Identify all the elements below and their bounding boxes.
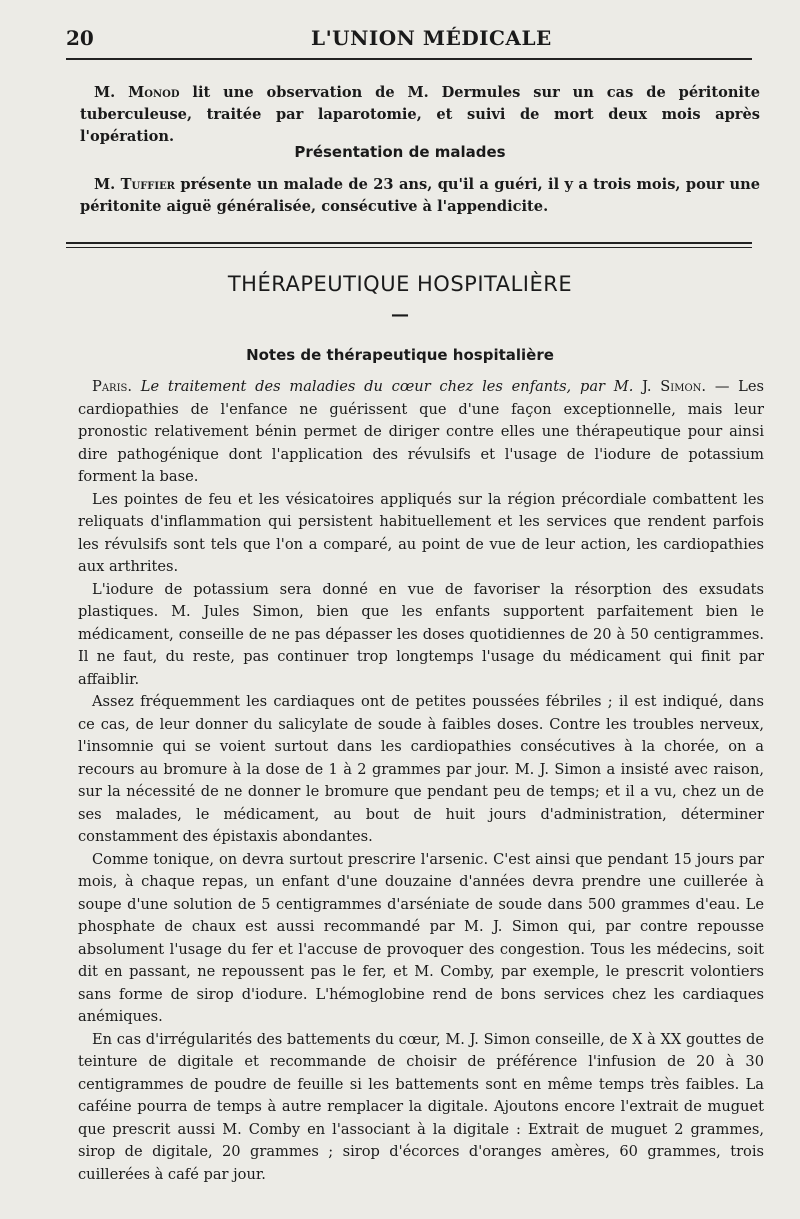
article-author: J. Simon. <box>642 378 707 395</box>
paragraph: Les pointes de feu et les vésicatoires appliqués sur la région précordiale combattent les reliquats d'inflammation qui persistent habituellement et les services que rendent parfois les révulsifs sont tels que l'on a comparé, au point de vue de leur action, les cardiopathies aux arthrites. <box>78 490 764 575</box>
monod-paragraph <box>80 82 760 148</box>
page-number: 20 <box>66 26 94 50</box>
article-body <box>78 376 764 1186</box>
tuffier-text: présente un malade de 23 ans, qu'il a guéri, il y a trois mois, pour une péritonite aiguë généralisée, consécutive à l'appendicite. <box>80 176 760 215</box>
monod-name: M. Monod <box>94 84 180 101</box>
header-rule <box>66 58 752 60</box>
journal-title: L'UNION MÉDICALE <box>311 26 552 50</box>
paragraph: Assez fréquemment les cardiaques ont de petites poussées fébriles ; il est indiqué, dans ce cas, de leur donner du salicylate de soude à faibles doses. Contre les troubles nerveux, l'insomnie qui se voient surtout dans les cardiopathies consécutives à la chorée, on a recours au bromure à la dose de 1 à 2 grammes par jour. M. J. Simon a insisté avec raison, sur la nécessité de ne donner le bromure que pendant peu de temps; et il a vu, chez un de ses malades, le médicament, au bout de huit jours d'administration, déterminer constamment des épistaxis abondantes. <box>78 693 764 845</box>
article-subtitle: Notes de thérapeutique hospitalière <box>246 346 554 364</box>
place-label: Paris. <box>92 378 133 395</box>
tuffier-paragraph <box>80 174 760 218</box>
monod-text: lit une observation de M. Dermules sur un cas de péritonite tuberculeuse, traitée par laparotomie, et suivi de mort deux mois après l'opération. <box>80 84 760 145</box>
tuffier-name: M. Tuffier <box>94 176 175 193</box>
article-reference: Le traitement des maladies du cœur chez les enfants, par M. <box>140 378 634 395</box>
section-divider <box>66 242 752 248</box>
paragraph: L'iodure de potassium sera donné en vue de favoriser la résorption des exsudats plastiques. M. Jules Simon, bien que les enfants supportent parfaitement bien le médicament, conseille de ne pas dépasser les doses quotidiennes de 20 à 50 centigrammes. Il ne faut, du reste, pas continuer trop longtemps l'usage du médicament qui finit par affaiblir. <box>78 580 764 688</box>
paragraph: En cas d'irrégularités des battements du cœur, M. J. Simon conseille, de X à XX gouttes de teinture de digitale et recommande de choisir de préférence l'infusion de 20 à 30 centigrammes de poudre de feuille si les battements sont en même temps très faibles. La caféine pourra de temps à autre remplacer la digitale. Ajoutons encore l'extrait de muguet que prescrit aussi M. Comby en l'associant à la digitale : Extrait de muguet 2 grammes, sirop de digitale, 20 grammes ; sirop d'écorces d'oranges amères, 60 grammes, trois cuillerées à café par jour. <box>78 1030 764 1183</box>
title-separator: — <box>391 304 409 325</box>
intro-text: — Les cardiopathies de l'enfance ne guérissent que d'une façon exceptionnelle, mais leur pronostic relativement bénin permet de diriger contre elles une thérapeutique pour ainsi dire pathogénique dont l'application des révulsifs et l'usage de l'iodure de potassium forment la base. <box>78 378 765 485</box>
paragraph: Comme tonique, on devra surtout prescrire l'arsenic. C'est ainsi que pendant 15 jours par mois, à chaque repas, un enfant d'une douzaine d'années devra prendre une cuillerée à soupe d'une solution de 5 centigrammes d'arséniate de soude dans 500 grammes d'eau. Le phosphate de chaux est aussi recommandé par M. J. Simon qui, par contre repousse absolument l'usage du fer et l'accuse de provoquer des congestion. Tous les médecins, soit dit en passant, ne repoussent pas le fer, et M. Comby, par exemple, le prescrit volontiers sans forme de sirop d'iodure. L'hémoglobine rend de bons services chez les cardiaques anémiques. <box>78 850 764 1025</box>
page-header <box>66 26 752 52</box>
article-title: THÉRAPEUTIQUE HOSPITALIÈRE <box>227 272 573 296</box>
section-heading: Présentation de malades <box>294 143 506 161</box>
intro-paragraph <box>78 376 764 489</box>
